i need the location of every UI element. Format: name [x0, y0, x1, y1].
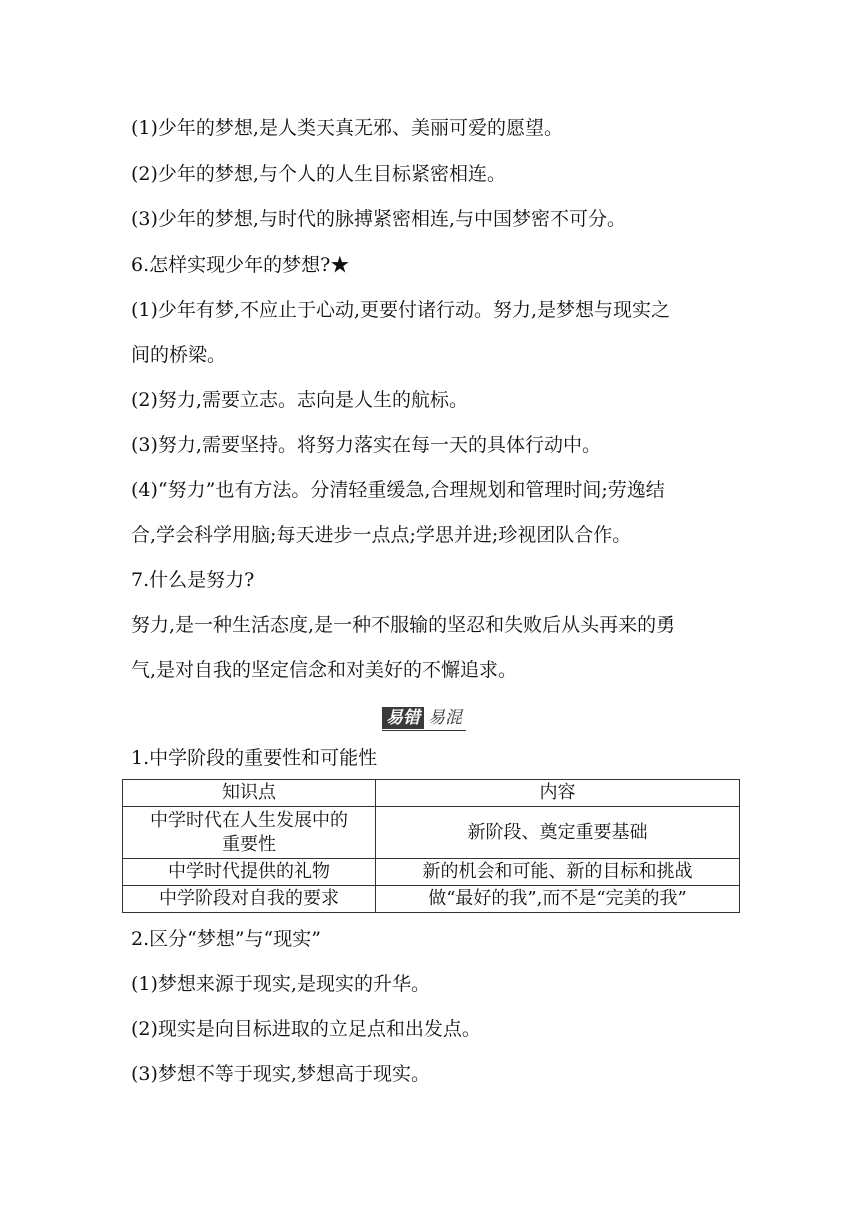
table-row [123, 807, 740, 859]
paragraph-line: (1)少年有梦,不应止于心动,更要付诸行动。努力,是梦想与现实之 [131, 299, 671, 321]
badge-light-label: 易混 [428, 708, 462, 728]
badge-dark-label: 易错 [382, 707, 424, 729]
section-badge [382, 703, 466, 731]
paragraph-line: (3)少年的梦想,与时代的脉搏紧密相连,与中国梦密不可分。 [131, 208, 626, 230]
paragraph-line: 间的桥梁。 [131, 344, 227, 366]
paragraph-line: 气,是对自我的坚定信念和对美好的不懈追求。 [131, 659, 518, 681]
table-cell: 新阶段、奠定重要基础 [376, 807, 740, 859]
table-cell-text: 重要性 [222, 833, 276, 855]
table-cell: 做“最好的我”,而不是“完美的我” [376, 886, 740, 913]
table-header-cell: 内容 [376, 780, 740, 807]
paragraph-line: (3)梦想不等于现实,梦想高于现实。 [131, 1063, 430, 1085]
paragraph-line: (1)少年的梦想,是人类天真无邪、美丽可爱的愿望。 [131, 117, 563, 139]
table-header-cell: 知识点 [123, 780, 376, 807]
paragraph-line: (2)现实是向目标进取的立足点和出发点。 [131, 1018, 481, 1040]
table-cell-text: 中学时代在人生发展中的 [150, 809, 348, 831]
knowledge-table [122, 779, 740, 913]
paragraph-line: (4)“努力”也有方法。分清轻重缓急,合理规划和管理时间;劳逸结 [131, 479, 665, 501]
paragraph-line: (3)努力,需要坚持。将努力落实在每一天的具体行动中。 [131, 434, 601, 456]
table-cell: 新的机会和可能、新的目标和挑战 [376, 859, 740, 886]
table-header-row [123, 780, 740, 807]
paragraph-line: (2)少年的梦想,与个人的人生目标紧密相连。 [131, 163, 506, 185]
paragraph-line: 合,学会科学用脑;每天进步一点点;学思并进;珍视团队合作。 [131, 524, 632, 546]
question-heading: 6.怎样实现少年的梦想?★ [131, 254, 350, 276]
table-row [123, 886, 740, 913]
section-title: 2.区分“梦想”与“现实” [131, 928, 321, 950]
table-cell: 中学阶段对自我的要求 [123, 886, 376, 913]
table-row [123, 859, 740, 886]
paragraph-line: 努力,是一种生活态度,是一种不服输的坚忍和失败后从头再来的勇 [131, 614, 676, 636]
paragraph-line: (2)努力,需要立志。志向是人生的航标。 [131, 389, 468, 411]
table-cell: 中学时代提供的礼物 [123, 859, 376, 886]
table-cell [123, 807, 376, 859]
paragraph-line: (1)梦想来源于现实,是现实的升华。 [131, 973, 430, 995]
question-heading: 7.什么是努力? [131, 569, 255, 591]
section-title: 1.中学阶段的重要性和可能性 [131, 747, 378, 769]
